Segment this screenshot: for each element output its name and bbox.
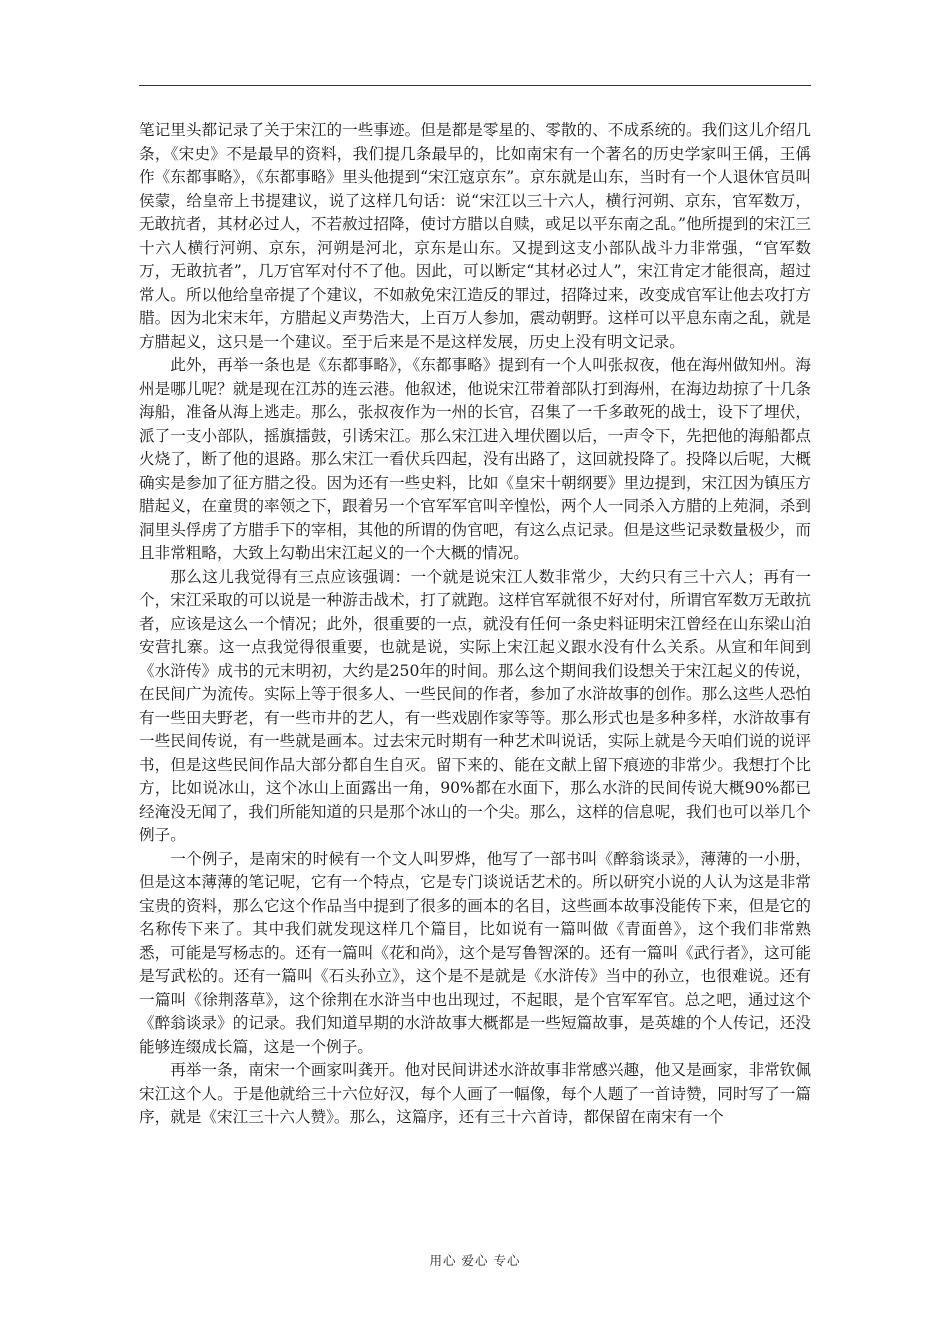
paragraph-2: 此外，再举一条也是《东都事略》，《东都事略》提到有一个人叫张叔夜，他在海州做知州。海州是哪儿呢？就是现在江苏的连云港。他叙述，他说宋江带着部队打到海州，在海边劫掠了十几条海船，准备从海上逃走。那么，张叔夜作为一州的长官，召集了一千多敢死的战士，设下了埋伏，派了一支小部队，摇旗擂鼓，引诱宋江。那么宋江进入埋伏圈以后，一声令下，先把他的海船都点火烧了，断了他的退路。那么宋江一看伏兵四起，没有出路了，这回就投降了。投降以后呢，大概确实是参加了征方腊之役。因为还有一些史料，比如《皇宋十朝纲要》里边提到，宋江因为镇压方腊起义，在童贯的率领之下，跟着另一个官军军官叫辛惶忪，两个人一同杀入方腊的上苑洞，杀到洞里头俘虏了方腊手下的宰相，其他的所谓的伪官吧，有这么点记录。但是这些记录数量极少，而且非常粗略，大致上勾勒出宋江起义的一个大概的情况。 <box>139 356 811 562</box>
paragraph-1: 笔记里头都记录了关于宋江的一些事迹。但是都是零星的、零散的、不成系统的。我们这儿介绍几条，《宋史》不是最早的资料，我们提几条最早的，比如南宋有一个著名的历史学家叫王偁，王偁作《东都事略》，《东都事略》里头他提到“宋江寇京东”。京东就是山东，当时有一个人退休官员叫侯蒙，给皇帝上书提建议，说了这样几句话：说“宋江以三十六人，横行河朔、京东，官军数万，无敢抗者，其材必过人，不若赦过招降，使讨方腊以自赎，或足以平东南之乱。”他所提到的宋江三十六人横行河朔、京东，河朔是河北，京东是山东。又提到这支小部队战斗力非常强，“官军数万，无敢抗者”，几万官军对付不了他。因此，可以断定“其材必过人”，宋江肯定才能很高，超过常人。所以他给皇帝提了个建议，不如赦免宋江造反的罪过，招降过来，改变成官军让他去攻打方腊。因为北宋末年，方腊起义声势浩大，上百万人参加，震动朝野。这样可以平息东南之乱，就是方腊起义，这只是一个建议。至于后来是不是这样发展，历史上没有明文记录。 <box>139 121 811 351</box>
paragraph-5: 再举一条，南宋一个画家叫龚开。他对民间讲述水浒故事非常感兴趣，他又是画家，非常钦佩宋江这个人。于是他就给三十六位好汉，每个人画了一幅像，每个人题了一首诗赞，同时写了一篇序，就是《宋江三十六人赞》。那么，这篇序，还有三十六首诗，都保留在南宋有一个 <box>139 1061 811 1126</box>
paragraph-3: 那么这儿我觉得有三点应该强调：一个就是说宋江人数非常少，大约只有三十六人；再有一个，宋江采取的可以说是一种游击战术，打了就跑。这样官军就很不好对付，所谓官军数万无敢抗者，应该是这么一个情况；此外，很重要的一点，就没有任何一条史料证明宋江曾经在山东梁山泊安营扎寨。这一点我觉得很重要，也就是说，实际上宋江起义跟水没有什么关系。从宣和年间到《水浒传》成书的元末明初，大约是250年的时间。那么这个期间我们设想关于宋江起义的传说，在民间广为流传。实际上等于很多人、一些民间的作者，参加了水浒故事的创作。那么这些人恐怕有一些田夫野老，有一些市井的艺人，有一些戏剧作家等等。那么形式也是多种多样，水浒故事有一些民间传说，有一些就是画本。过去宋元时期有一种艺术叫说话，实际上就是今天咱们说的说评书，但是这些民间作品大部分都自生自灭。留下来的、能在文献上留下痕迹的非常少。我想打个比方，比如说冰山，这个冰山上面露出一角，90%都在水面下，那么水浒的民间传说大概90%都已经淹没无闻了，我们所能知道的只是那个冰山的一个尖。那么，这样的信息呢，我们也可以举几个例子。 <box>139 567 811 844</box>
header-rule <box>139 85 811 86</box>
document-body <box>139 119 811 1130</box>
page-footer: 用心 爱心 专心 <box>429 1253 521 1268</box>
paragraph-4: 一个例子，是南宋的时候有一个文人叫罗烨，他写了一部书叫《醉翁谈录》，薄薄的一小册，但是这本薄薄的笔记呢，它有一个特点，它是专门谈说话艺术的。所以研究小说的人认为这是非常宝贵的资料，那么它这个作品当中提到了很多的画本的名目，这些画本故事没能传下来，但是它的名称传下来了。其中我们就发现这样几个篇目，比如说有一篇叫做《青面兽》，这个我们非常熟悉，可能是写杨志的。还有一篇叫《花和尚》，这个是写鲁智深的。还有一篇叫《武行者》，这可能是写武松的。还有一篇叫《石头孙立》，这个是不是就是《水浒传》当中的孙立，也很难说。还有一篇叫《徐荆落草》，这个徐荆在水浒当中也出现过，不起眼，是个官军军官。总之吧，通过这个《醉翁谈录》的记录。我们知道早期的水浒故事大概都是一些短篇故事，是英雄的个人传记，还没能够连缀成长篇，这是一个例子。 <box>139 849 811 1056</box>
